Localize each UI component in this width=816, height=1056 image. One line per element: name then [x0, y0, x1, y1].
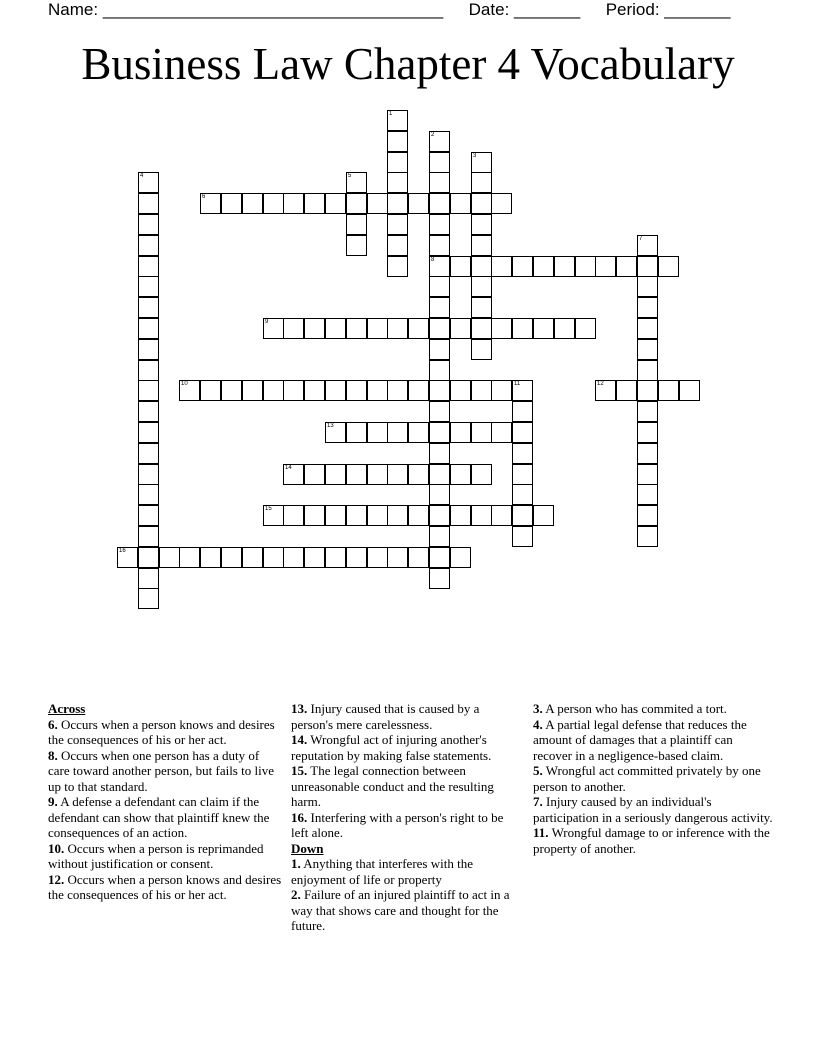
grid-cell[interactable] [471, 172, 492, 193]
grid-cell[interactable] [408, 380, 429, 401]
grid-cell[interactable] [429, 422, 450, 443]
grid-cell[interactable] [491, 193, 512, 214]
grid-cell[interactable] [408, 464, 429, 485]
grid-cell[interactable] [200, 380, 221, 401]
clue-number: 13 [327, 423, 334, 429]
grid-cell[interactable] [346, 422, 367, 443]
across-heading: Across [48, 701, 86, 716]
grid-cell[interactable] [637, 235, 658, 256]
grid-cell[interactable] [616, 380, 637, 401]
clue-number: 11 [514, 381, 521, 387]
grid-cell[interactable] [304, 547, 325, 568]
grid-cell[interactable] [471, 318, 492, 339]
grid-cell[interactable] [637, 380, 658, 401]
grid-cell[interactable] [429, 235, 450, 256]
grid-cell[interactable] [408, 422, 429, 443]
grid-cell[interactable] [637, 276, 658, 297]
grid-cell[interactable] [283, 193, 304, 214]
grid-cell[interactable] [679, 380, 700, 401]
grid-cell[interactable] [637, 401, 658, 422]
grid-cell[interactable] [533, 256, 554, 277]
grid-cell[interactable] [138, 339, 159, 360]
grid-cell[interactable] [491, 256, 512, 277]
grid-cell[interactable] [159, 547, 180, 568]
grid-cell[interactable] [408, 193, 429, 214]
grid-cell[interactable] [346, 235, 367, 256]
grid-cell[interactable] [429, 547, 450, 568]
grid-cell[interactable] [367, 547, 388, 568]
clue-down-11: 11. Wrongful damage to or inference with the property of another. [533, 825, 770, 856]
grid-cell[interactable] [429, 380, 450, 401]
grid-cell[interactable] [387, 235, 408, 256]
name-blank[interactable]: ____________________________________ [102, 0, 444, 19]
clue-across-10: 10. Occurs when a person is reprimanded without justification or consent. [48, 840, 264, 871]
grid-cell[interactable] [429, 256, 450, 277]
grid-cell[interactable] [471, 464, 492, 485]
grid-cell[interactable] [491, 422, 512, 443]
grid-cell[interactable] [512, 464, 533, 485]
clue-across-14: 14. Wrongful act of injuring another's reputation by making false statements. [291, 732, 492, 763]
grid-cell[interactable] [242, 547, 263, 568]
grid-cell[interactable] [367, 464, 388, 485]
grid-cell[interactable] [429, 505, 450, 526]
down-heading: Down [291, 840, 324, 856]
grid-cell[interactable] [595, 380, 616, 401]
grid-cell[interactable] [138, 193, 159, 214]
grid-cell[interactable] [471, 505, 492, 526]
clue-down-1: 1. Anything that interferes with the enjoyment of life or property [291, 856, 473, 887]
grid-cell[interactable] [138, 318, 159, 339]
grid-cell[interactable] [325, 318, 346, 339]
grid-cell[interactable] [346, 318, 367, 339]
grid-cell[interactable] [429, 464, 450, 485]
grid-cell[interactable] [179, 380, 200, 401]
grid-cell[interactable] [637, 360, 658, 381]
grid-cell[interactable] [512, 256, 533, 277]
grid-cell[interactable] [138, 235, 159, 256]
grid-cell[interactable] [283, 505, 304, 526]
grid-cell[interactable] [637, 297, 658, 318]
grid-cell[interactable] [554, 318, 575, 339]
grid-cell[interactable] [138, 568, 159, 589]
grid-cell[interactable] [637, 318, 658, 339]
grid-cell[interactable] [637, 339, 658, 360]
grid-cell[interactable] [471, 276, 492, 297]
grid-cell[interactable] [242, 193, 263, 214]
grid-cell[interactable] [304, 505, 325, 526]
grid-cell[interactable] [117, 547, 138, 568]
grid-cell[interactable] [616, 256, 637, 277]
clues-column-1 [48, 701, 282, 903]
grid-cell[interactable] [450, 193, 471, 214]
grid-cell[interactable] [429, 484, 450, 505]
grid-cell[interactable] [450, 318, 471, 339]
clue-number: 15 [265, 506, 272, 512]
grid-cell[interactable] [283, 318, 304, 339]
grid-cell[interactable] [138, 588, 159, 609]
grid-cell[interactable] [346, 547, 367, 568]
grid-cell[interactable] [471, 339, 492, 360]
grid-cell[interactable] [263, 380, 284, 401]
grid-cell[interactable] [637, 464, 658, 485]
grid-cell[interactable] [346, 214, 367, 235]
name-label: Name: [48, 0, 99, 19]
grid-cell[interactable] [637, 443, 658, 464]
grid-cell[interactable] [138, 256, 159, 277]
grid-cell[interactable] [429, 526, 450, 547]
clue-across-15: 15. The legal connection between unreasonable conduct and the resulting harm. [291, 763, 494, 809]
page-title: Business Law Chapter 4 Vocabulary [81, 39, 735, 89]
grid-cell[interactable] [471, 152, 492, 173]
grid-cell[interactable] [138, 172, 159, 193]
grid-cell[interactable] [512, 484, 533, 505]
grid-cell[interactable] [200, 193, 221, 214]
clue-number: 7 [639, 236, 643, 242]
grid-cell[interactable] [512, 526, 533, 547]
grid-cell[interactable] [533, 318, 554, 339]
clues-column-2 [291, 701, 515, 934]
clue-down-7: 7. Injury caused by an individual's participation in a seriously dangerous activity. [533, 794, 773, 825]
grid-cell[interactable] [637, 505, 658, 526]
grid-cell[interactable] [346, 380, 367, 401]
grid-cell[interactable] [325, 193, 346, 214]
grid-cell[interactable] [263, 318, 284, 339]
grid-cell[interactable] [304, 464, 325, 485]
grid-cell[interactable] [138, 443, 159, 464]
grid-cell[interactable] [138, 297, 159, 318]
grid-cell[interactable] [429, 297, 450, 318]
clue-down-4: 4. A partial legal defense that reduces the amount of damages that a plaintiff can recover in a negligence-based claim. [533, 716, 747, 763]
clue-down-2: 2. Failure of an injured plaintiff to act in a way that shows care and thought for the future. [291, 887, 510, 933]
grid-cell[interactable] [471, 297, 492, 318]
clue-number: 10 [181, 381, 188, 387]
grid-cell[interactable] [658, 380, 679, 401]
grid-cell[interactable] [387, 547, 408, 568]
grid-cell[interactable] [221, 193, 242, 214]
clues-column-3 [533, 701, 773, 856]
grid-cell[interactable] [304, 318, 325, 339]
grid-cell[interactable] [450, 547, 471, 568]
grid-cell[interactable] [221, 380, 242, 401]
grid-cell[interactable] [325, 380, 346, 401]
grid-cell[interactable] [138, 464, 159, 485]
grid-cell[interactable] [450, 464, 471, 485]
clue-number: 4 [140, 173, 144, 179]
grid-cell[interactable] [325, 422, 346, 443]
grid-cell[interactable] [387, 256, 408, 277]
grid-cell[interactable] [138, 422, 159, 443]
grid-cell[interactable] [450, 505, 471, 526]
grid-cell[interactable] [387, 464, 408, 485]
grid-cell[interactable] [512, 505, 533, 526]
grid-cell[interactable] [242, 380, 263, 401]
grid-cell[interactable] [387, 380, 408, 401]
grid-cell[interactable] [283, 547, 304, 568]
grid-cell[interactable] [491, 318, 512, 339]
grid-cell[interactable] [408, 505, 429, 526]
grid-cell[interactable] [304, 380, 325, 401]
grid-cell[interactable] [387, 318, 408, 339]
grid-cell[interactable] [200, 547, 221, 568]
grid-cell[interactable] [138, 505, 159, 526]
clue-across-9: 9. A defense a defendant can claim if the defendant can show that plaintiff knew the consequences of an action. [48, 794, 270, 840]
clue-number: 12 [597, 381, 604, 387]
grid-cell[interactable] [491, 380, 512, 401]
grid-cell[interactable] [138, 526, 159, 547]
grid-cell[interactable] [387, 110, 408, 131]
grid-cell[interactable] [471, 256, 492, 277]
grid-cell[interactable] [471, 193, 492, 214]
grid-cell[interactable] [138, 547, 159, 568]
grid-cell[interactable] [512, 422, 533, 443]
grid-cell[interactable] [138, 276, 159, 297]
grid-cell[interactable] [429, 131, 450, 152]
grid-cell[interactable] [637, 422, 658, 443]
clue-down-5: 5. Wrongful act committed privately by one person to another. [533, 763, 761, 794]
grid-cell[interactable] [471, 422, 492, 443]
grid-cell[interactable] [346, 172, 367, 193]
grid-cell[interactable] [367, 505, 388, 526]
grid-cell[interactable] [637, 256, 658, 277]
clue-number: 14 [285, 465, 292, 471]
grid-cell[interactable] [512, 443, 533, 464]
grid-cell[interactable] [512, 318, 533, 339]
grid-cell[interactable] [658, 256, 679, 277]
period-blank[interactable]: _______ [664, 0, 731, 19]
grid-cell[interactable] [471, 235, 492, 256]
grid-cell[interactable] [263, 505, 284, 526]
grid-cell[interactable] [346, 505, 367, 526]
clue-across-6: 6. Occurs when a person knows and desires the consequences of his or her act. [48, 716, 275, 747]
grid-cell[interactable] [304, 193, 325, 214]
clue-number: 5 [348, 173, 352, 179]
grid-cell[interactable] [387, 505, 408, 526]
grid-cell[interactable] [138, 380, 159, 401]
clue-across-13: 13. Injury caused that is caused by a person's mere carelessness. [291, 701, 480, 732]
grid-cell[interactable] [533, 505, 554, 526]
grid-cell[interactable] [471, 380, 492, 401]
grid-cell[interactable] [554, 256, 575, 277]
grid-cell[interactable] [263, 547, 284, 568]
grid-cell[interactable] [512, 380, 533, 401]
grid-cell[interactable] [429, 152, 450, 173]
clue-across-8: 8. Occurs when one person has a duty of care toward another person, but fails to live up to that standard. [48, 747, 274, 794]
grid-cell[interactable] [179, 547, 200, 568]
date-blank[interactable]: _______ [514, 0, 581, 19]
period-label: Period: [605, 0, 660, 19]
grid-cell[interactable] [138, 360, 159, 381]
grid-cell[interactable] [221, 547, 242, 568]
grid-cell[interactable] [595, 256, 616, 277]
grid-cell[interactable] [263, 193, 284, 214]
grid-cell[interactable] [408, 547, 429, 568]
grid-cell[interactable] [387, 193, 408, 214]
grid-cell[interactable] [346, 464, 367, 485]
grid-cell[interactable] [512, 401, 533, 422]
grid-cell[interactable] [429, 193, 450, 214]
grid-cell[interactable] [138, 484, 159, 505]
clue-number: 3 [473, 153, 477, 159]
grid-cell[interactable] [429, 318, 450, 339]
grid-cell[interactable] [387, 422, 408, 443]
grid-cell[interactable] [387, 214, 408, 235]
clue-down-3: 3. A person who has commited a tort. [533, 701, 727, 716]
grid-cell[interactable] [450, 422, 471, 443]
grid-cell[interactable] [325, 464, 346, 485]
clue-number: 16 [119, 548, 126, 554]
clue-number: 9 [265, 319, 269, 325]
grid-cell[interactable] [637, 484, 658, 505]
grid-cell[interactable] [429, 568, 450, 589]
grid-cell[interactable] [367, 422, 388, 443]
grid-cell[interactable] [450, 380, 471, 401]
grid-cell[interactable] [387, 131, 408, 152]
grid-cell[interactable] [429, 172, 450, 193]
grid-cell[interactable] [346, 193, 367, 214]
clue-number: 2 [431, 132, 435, 138]
clue-number: 1 [389, 111, 393, 117]
clue-across-12: 12. Occurs when a person knows and desires the consequences of his or her act. [48, 871, 282, 902]
grid-cell[interactable] [429, 339, 450, 360]
grid-cell[interactable] [138, 214, 159, 235]
grid-cell[interactable] [138, 401, 159, 422]
grid-cell[interactable] [408, 318, 429, 339]
grid-cell[interactable] [471, 214, 492, 235]
grid-cell[interactable] [283, 380, 304, 401]
clue-number: 6 [202, 194, 206, 200]
grid-cell[interactable] [283, 464, 304, 485]
grid-cell[interactable] [429, 214, 450, 235]
date-label: Date: [468, 0, 510, 19]
grid-cell[interactable] [575, 318, 596, 339]
grid-cell[interactable] [637, 526, 658, 547]
grid-cell[interactable] [429, 401, 450, 422]
grid-cell[interactable] [367, 380, 388, 401]
grid-cell[interactable] [429, 443, 450, 464]
grid-cell[interactable] [429, 276, 450, 297]
grid-cell[interactable] [325, 547, 346, 568]
grid-cell[interactable] [575, 256, 596, 277]
grid-cell[interactable] [491, 505, 512, 526]
clue-across-16: 16. Interfering with a person's right to be left alone. [291, 809, 504, 840]
grid-cell[interactable] [387, 172, 408, 193]
clue-number: 8 [431, 257, 435, 263]
grid-cell[interactable] [450, 256, 471, 277]
grid-cell[interactable] [429, 360, 450, 381]
grid-cell[interactable] [325, 505, 346, 526]
grid-cell[interactable] [387, 152, 408, 173]
grid-cell[interactable] [367, 318, 388, 339]
grid-cell[interactable] [367, 193, 388, 214]
